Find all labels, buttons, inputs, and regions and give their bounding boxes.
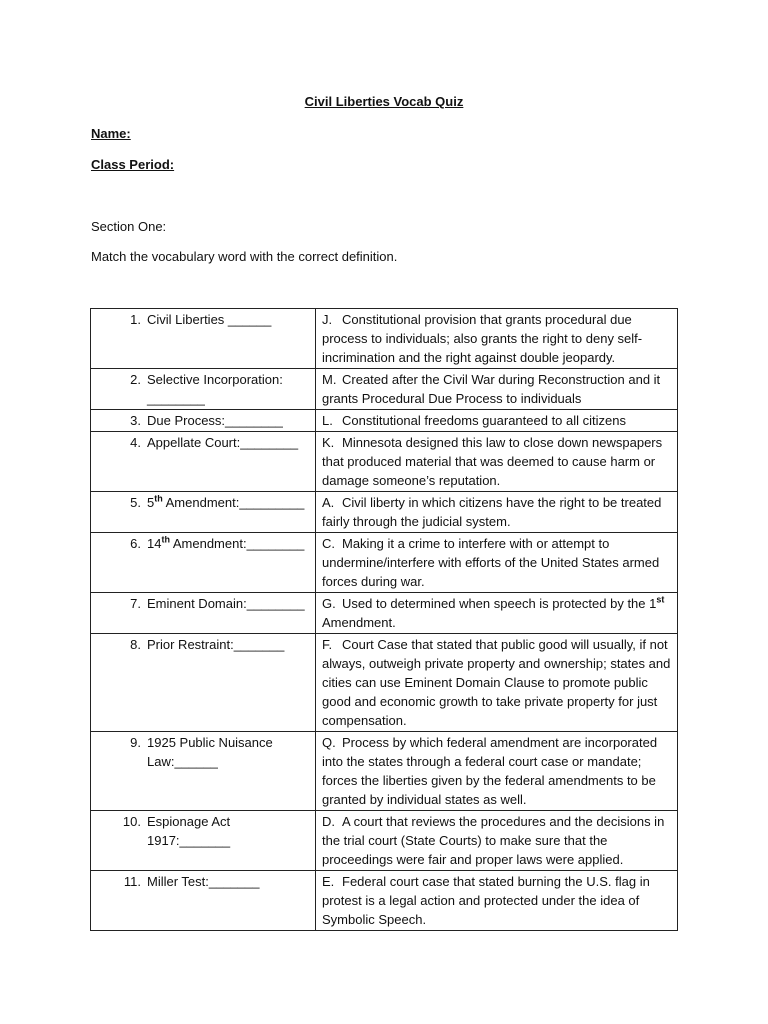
definition-letter: Q.	[322, 735, 336, 750]
term-cell	[91, 432, 316, 492]
term-cell	[91, 811, 316, 871]
definition-cell	[316, 634, 678, 732]
item-number: 6.	[130, 536, 141, 551]
definition-text: Constitutional freedoms guaranteed to all citizens	[342, 413, 626, 428]
instructions: Match the vocabulary word with the correct definition.	[91, 249, 398, 264]
definition-cell	[316, 309, 678, 369]
item-number: 1.	[130, 312, 141, 327]
vocab-matching-table	[90, 308, 678, 931]
term-text: Civil Liberties ______	[147, 312, 272, 327]
table-row	[91, 369, 678, 410]
definition-cell	[316, 492, 678, 533]
definition-letter: L.	[322, 413, 333, 428]
term-text: Due Process:________	[147, 413, 283, 428]
item-number: 11.	[123, 874, 141, 889]
definition-cell	[316, 369, 678, 410]
definition-text: Created after the Civil War during Reconstruction and it grants Procedural Due Process to individuals	[322, 372, 661, 406]
term-cell	[91, 634, 316, 732]
definition-text: Used to determined when speech is protected by the 1st Amendment.	[322, 594, 665, 630]
definition-text: Court Case that stated that public good will usually, if not always, outweigh private property and ownership; states and cities can use Eminent Domain Clause to promote public good and economic growth to take private property for just compensation.	[322, 637, 671, 728]
term-text: Selective Incorporation: ________	[147, 372, 283, 406]
table-row	[91, 871, 678, 931]
definition-cell	[316, 533, 678, 593]
item-number: 8.	[130, 637, 141, 652]
definition-text: A court that reviews the procedures and the decisions in the trial court (State Courts) to make sure that the proceedings were fair and proper laws were applied.	[322, 814, 665, 867]
item-number: 9.	[130, 735, 141, 750]
term-cell	[91, 410, 316, 432]
term-text: Eminent Domain:________	[147, 596, 305, 611]
definition-letter: G.	[322, 596, 336, 611]
term-text: Appellate Court:________	[147, 435, 299, 450]
definition-text: Process by which federal amendment are incorporated into the states through a federal court case or mandate; forces the liberties given by the federal amendments to be granted by individual states as well.	[322, 735, 658, 807]
definition-letter: M.	[322, 372, 337, 387]
term-text: Miller Test:_______	[147, 874, 260, 889]
definition-cell	[316, 432, 678, 492]
definition-text: Federal court case that stated burning the U.S. flag in protest is a legal action and protected under the idea of Symbolic Speech.	[322, 874, 650, 927]
table-row	[91, 732, 678, 811]
table-row	[91, 492, 678, 533]
class-period-label: Class Period:	[91, 157, 175, 172]
table-row	[91, 309, 678, 369]
item-number: 3.	[130, 413, 141, 428]
table-row	[91, 593, 678, 634]
definition-cell	[316, 732, 678, 811]
item-number: 2.	[130, 372, 141, 387]
definition-cell	[316, 871, 678, 931]
definition-cell	[316, 593, 678, 634]
definition-letter: C.	[322, 536, 335, 551]
definition-text: Civil liberty in which citizens have the right to be treated fairly through the judicial system.	[322, 495, 662, 529]
definition-text: Minnesota designed this law to close down newspapers that produced material that was deemed to cause harm or damage someone’s reputation.	[322, 435, 663, 488]
term-cell	[91, 593, 316, 634]
table-row	[91, 634, 678, 732]
item-number: 4.	[130, 435, 141, 450]
item-number: 5.	[130, 495, 141, 510]
term-text: Prior Restraint:_______	[147, 637, 285, 652]
term-cell	[91, 492, 316, 533]
table-row	[91, 811, 678, 871]
definition-letter: F.	[322, 637, 333, 652]
term-text: 5th Amendment:_________	[147, 493, 305, 510]
definition-letter: A.	[322, 495, 335, 510]
definition-letter: E.	[322, 874, 335, 889]
definition-cell	[316, 811, 678, 871]
term-cell	[91, 309, 316, 369]
term-cell	[91, 732, 316, 811]
definition-cell	[316, 410, 678, 432]
definition-letter: K.	[322, 435, 335, 450]
definition-letter: J.	[322, 312, 333, 327]
item-number: 10.	[122, 814, 141, 829]
page-title: Civil Liberties Vocab Quiz	[304, 94, 464, 109]
term-text: 14th Amendment:________	[147, 534, 305, 551]
definition-letter: D.	[322, 814, 335, 829]
definition-text: Making it a crime to interfere with or attempt to undermine/interfere with efforts of the United States armed forces during war.	[322, 536, 660, 589]
term-cell	[91, 533, 316, 593]
table-row	[91, 410, 678, 432]
table-row	[91, 533, 678, 593]
term-cell	[91, 871, 316, 931]
term-text: Espionage Act 1917:_______	[147, 814, 231, 848]
term-cell	[91, 369, 316, 410]
table-row	[91, 432, 678, 492]
item-number: 7.	[130, 596, 141, 611]
definition-text: Constitutional provision that grants procedural due process to individuals; also grants the right to deny self-incrimination and the right against double jeopardy.	[322, 312, 643, 365]
section-heading: Section One:	[91, 219, 167, 234]
name-label: Name:	[91, 126, 131, 141]
term-text: 1925 Public Nuisance Law:______	[147, 735, 273, 769]
